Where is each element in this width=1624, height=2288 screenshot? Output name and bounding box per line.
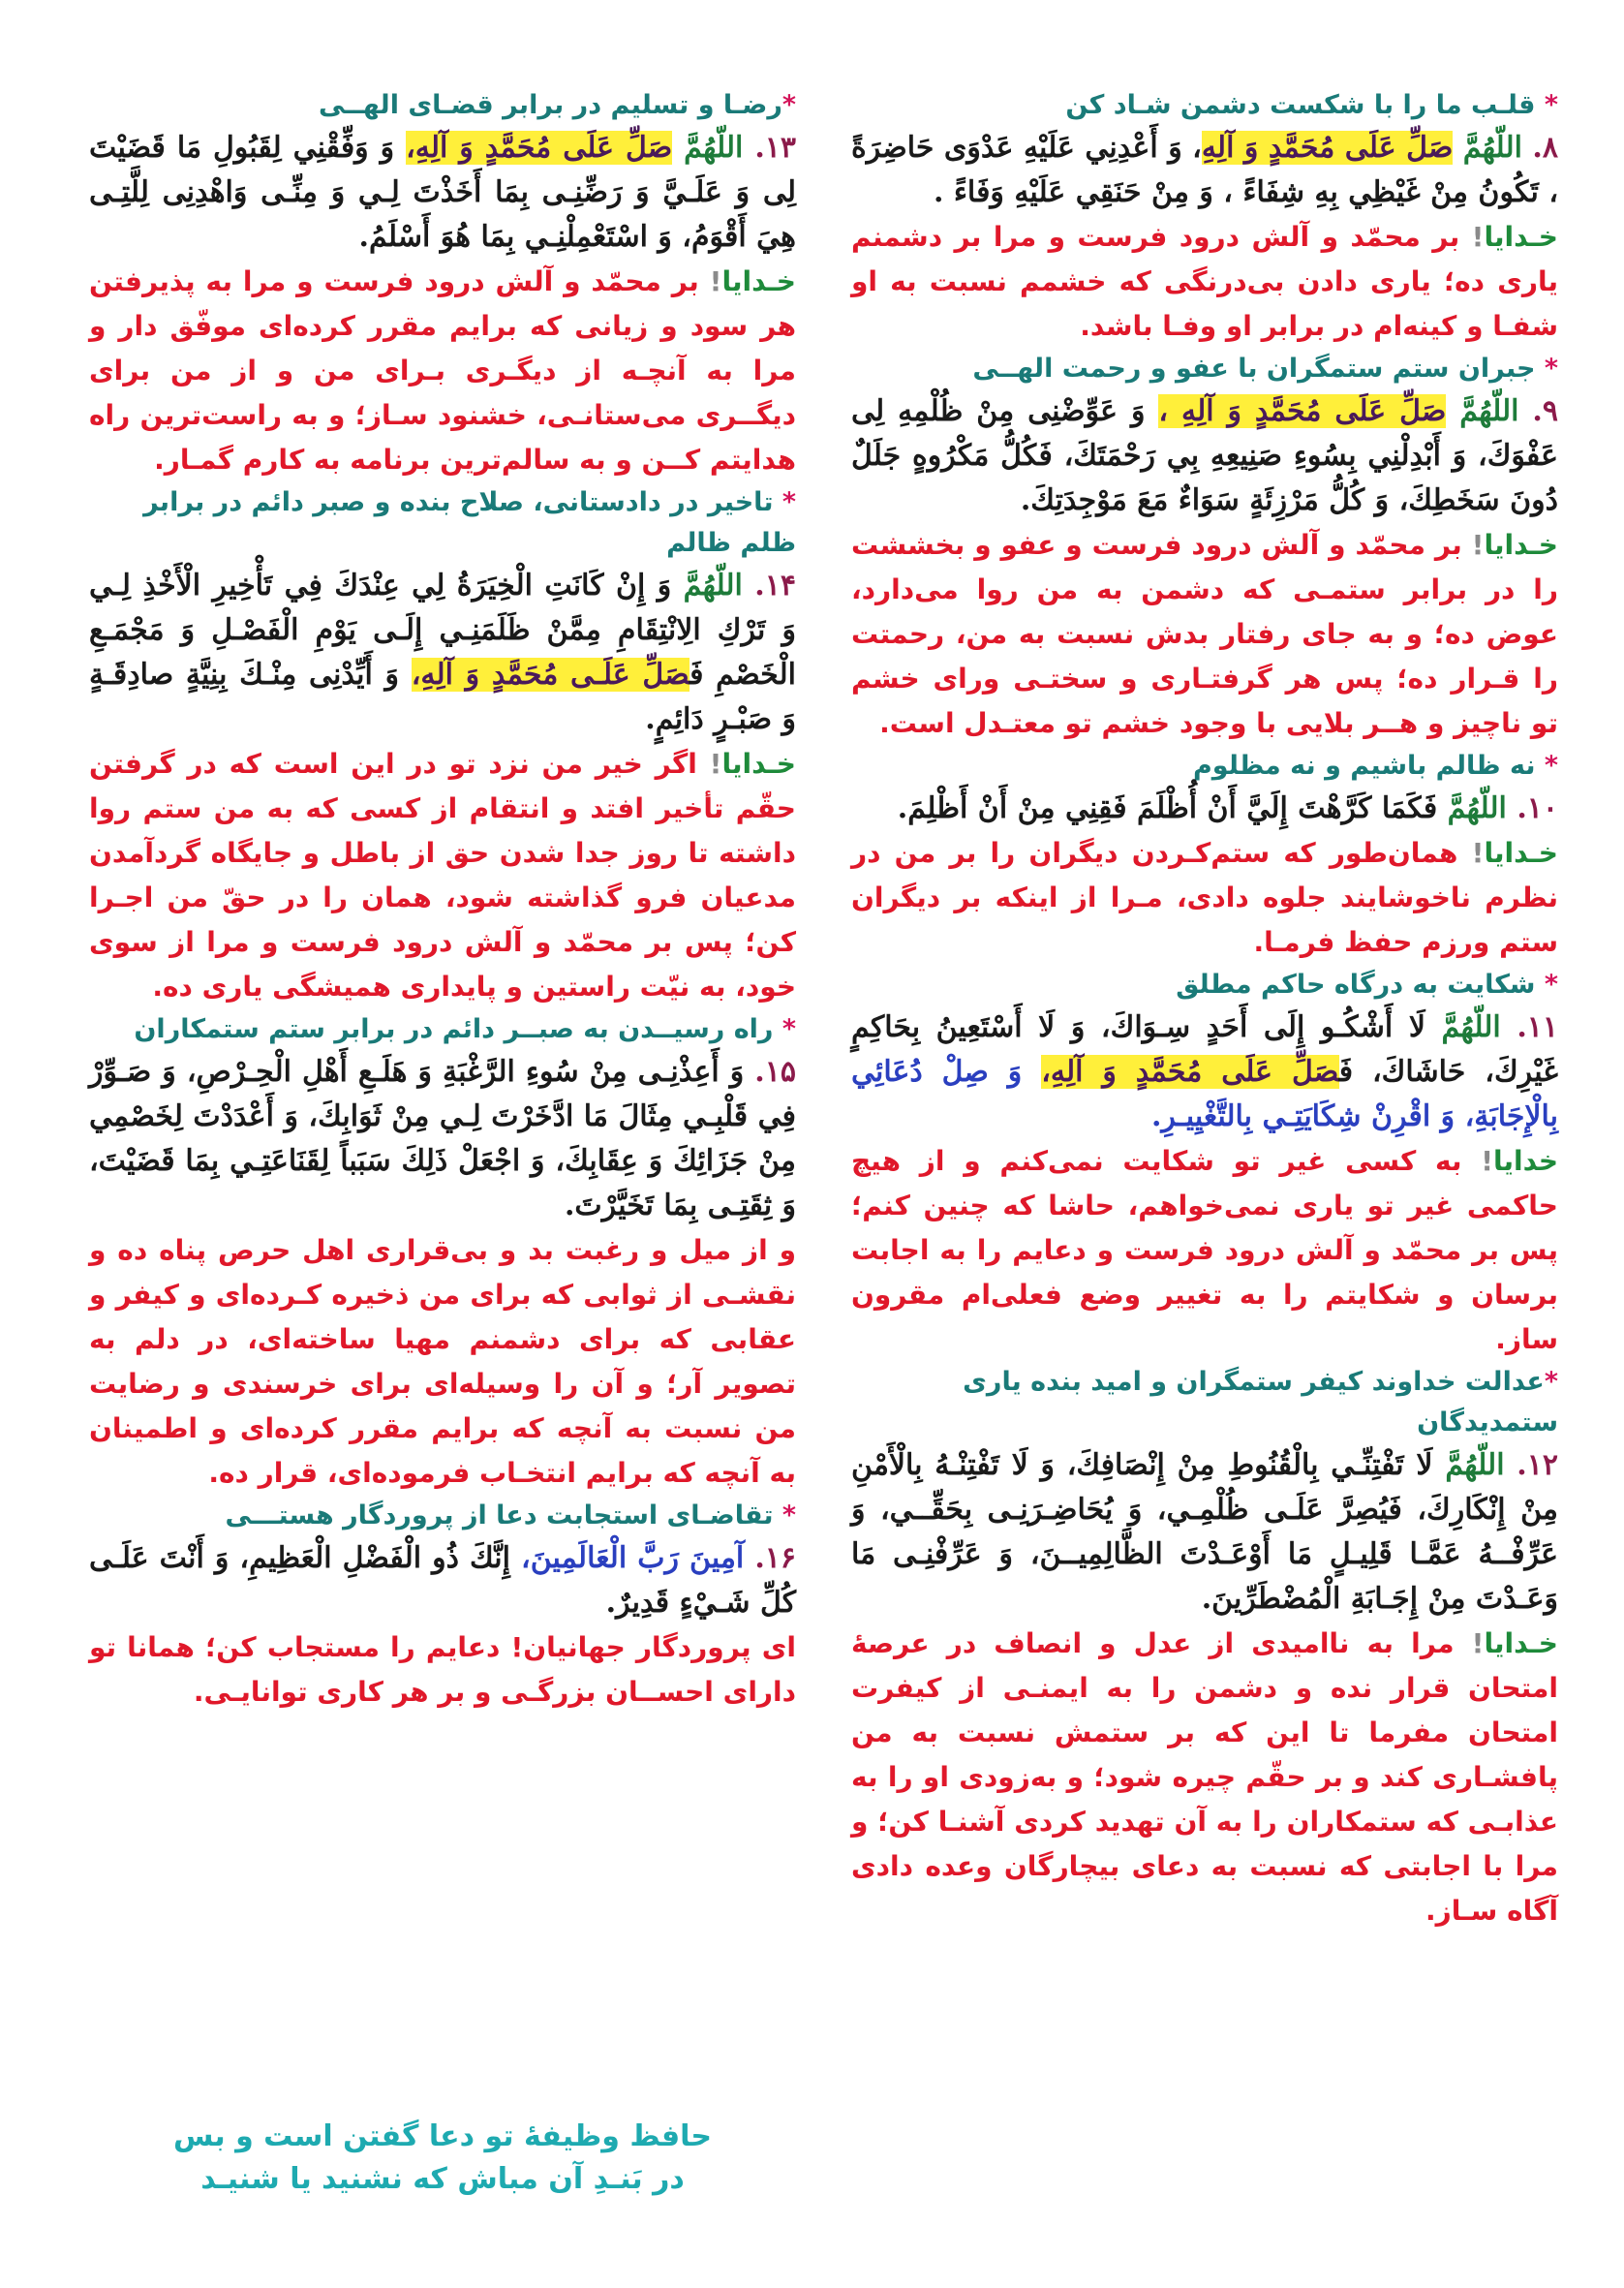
- closing-poem: [89, 2116, 796, 2201]
- arabic-text: ۹. اللّهُمَّ صَلِّ عَلَى مُحَمَّدٍ وَ آلِهِ ، وَ عَوِّضْنِی مِنْ ظُلْمِهِ لِی عَفْوَكَ، وَ أَبْدِلْنِي بِسُوءِ صَنِيعِهِ بِي رَحْمَتَكَ، فَكُلُّ مَكْرُوهٍ جَلَلٌ دُونَ سَخَطِكَ، وَ كُلُّ مَرْزِئَةٍ سَوَاءٌ مَعَ مَوْجِدَتِكَ.: [851, 394, 1558, 517]
- salawat-highlight: صَلِّ عَلَـى مُحَمَّدٍ وَ آلِهِ،: [411, 658, 690, 692]
- arabic-text: ۱۶. آمِينَ رَبَّ الْعَالَمِينَ، إِنَّكَ ذُو الْفَضْلِ الْعَظِيمِ، وَ أَنْتَ عَلَـى كُلِّ شَـيْءٍ قَدِيرٌ.: [89, 1541, 797, 1620]
- salawat-highlight: صَلِّ عَلَى مُحَمَّدٍ وَ آلِهِ،: [406, 131, 673, 165]
- poem-line: در بَنـدِ آن مباش که نشنید یا شنیـد: [200, 2162, 685, 2196]
- arabic-text: ۱۱. اللّهُمَّ لَا أَشْكُـو إِلَى أَحَدٍ سِـوَاكَ، وَ لَا أَسْتَعِينُ بِحَاكِمٍ غَيْرِكَ، حَاشَاكَ، فَصَلِّ عَلَى مُحَمَّدٍ وَ آلِهِ، وَ صِلْ دُعَائِي بِالْإِجَابَةِ، وَ اقْرِنْ شِكَايَتِـي بِالتَّغْيِيـرِ.: [851, 1010, 1559, 1133]
- section-heading: *عدالت خداوند کیفر ستمگران و امید بنده یاری ستمدیدگان: [963, 1367, 1558, 1438]
- salawat-highlight: صَلِّ عَلَى مُحَمَّدٍ وَ آلِهِ: [1201, 131, 1454, 165]
- right-column: [851, 85, 1558, 1933]
- persian-translation: خـدایا! همان‌طور که ستم‌کـردن دیگران را بر من در نظرم ناخوشایند جلوه دادی، مـرا از اینکه بر دیگران ستم ورزم حفظ فرمـا.: [851, 837, 1558, 958]
- section-heading: * شکایت به درگاه حاکم مطلق: [1176, 970, 1558, 1000]
- arabic-text: ۱۵. وَ أَعِذْنِـی مِنْ سُوءِ الرَّغْبَةِ وَ هَلَـعِ أَهْلِ الْحِـرْصِ، وَ صَـوِّرْ فِي قَلْبِـي مِثَالَ مَا ادَّخَرْتَ لِـي مِنْ ثَوَابِكَ، وَ أَعْدَدْتَ لِخَصْمِي مِنْ جَزَائِكَ وَ عِقَابِكَ، وَ اجْعَلْ ذَلِكَ سَبَباً لِقَنَاعَتِـي بِمَا قَضَيْتَ، وَ ثِقَتِـی بِمَا تَخَيَّرْتَ.: [89, 1055, 796, 1222]
- section-heading: * تاخیر در دادستانی، صلاح بنده و صبر دائم در برابر ظلم ظالم: [143, 487, 796, 558]
- section-heading: * تقاضـای استجابت دعا از پروردگار هستـــی: [225, 1500, 796, 1530]
- salawat-highlight: صَلِّ عَلَى مُحَمَّدٍ وَ آلِهِ ،: [1158, 394, 1447, 428]
- section-heading: * قلـب ما را با شکست دشمن شـاد کن: [1065, 90, 1558, 120]
- persian-translation: خـدایا! اگر خیر من نزد تو در این است که در گرفتن حقّم تأخیر افتد و انتقام از کسی که به من ستم روا داشته تا روز جدا شدن حق از باطل و جایگاه گردآمدن مدعیان فرو گذاشته شود، همان را در حقّ من اجـرا کن؛ پس بر محمّد و آلش درود فرست و مرا از سوی خود، به نیّت راستین و پایداری همیشگی یاری ده.: [89, 748, 796, 1003]
- persian-translation: خدایا! به کسی غیر تو شکایت نمی‌کنم و از هیچ حاکمی غیر تو یاری نمی‌خواهم، حاشا که چنین کنم؛ پس بر محمّد و آلش درود فرست و دعایم را به اجابت برسان و شکایتم را به تغییر وضع فعلی‌ام مقرون ساز.: [851, 1145, 1558, 1355]
- salawat-highlight: صَلِّ عَلَى مُحَمَّدٍ وَ آلِهِ،: [1041, 1055, 1339, 1089]
- arabic-text: ۱۳. اللّهُمَّ صَلِّ عَلَى مُحَمَّدٍ وَ آلِهِ، وَ وَفِّقْنِي لِقَبُولِ مَا قَضَيْتَ لِی وَ عَلَـيَّ وَ رَضِّنِـی بِمَا أَخَذْتَ لِـي وَ مِنِّـی وَاهْدِنِی لِلَّتِـی هِيَ أَقْوَمُ، وَ اسْتَعْمِلْنِـي بِمَا هُوَ أَسْلَمُ.: [89, 131, 797, 254]
- persian-translation: خـدایا! بر محمّد و آلش درود فرست و مرا به پذیرفتن هر سود و زیانی که برایم مقرر کرده‌ای موفّق دار و مرا به آنچـه از دیگـری بـرای من و از من برای دیگــری می‌ستانـی، خشنود سـاز؛ و به راست‌ترین راه هدایتم کــن و به سالم‌ترین برنامه به کارم گمـار.: [89, 265, 796, 476]
- persian-translation: خـدایا! بر محمّد و آلش درود فرست و مرا بر دشمنم یاری ده؛ یاری دادن بی‌درنگی که خشمم نسبت به او شفـا و کینه‌ام در برابر او وفـا باشد.: [851, 221, 1558, 342]
- persian-translation: خـدایا! بر محمّد و آلش درود فرست و عفو و بخششت را در برابر ستمـی که دشمن به من روا می‌دارد، عوض ده؛ و به جای رفتار بدش نسبت به من، رحمتت را قـرار ده؛ پس هر گرفتـاری و سختـی ورای خشم تو ناچیز و هــر بلایی با وجود خشم تو معتـدل است.: [851, 529, 1558, 739]
- arabic-text: ۸. اللّهُمَّ صَلِّ عَلَى مُحَمَّدٍ وَ آلِهِ، وَ أَعْدِنِي عَلَيْهِ عَدْوَى حَاضِرَةً ، تَكُونُ مِنْ غَيْظِي بِهِ شِفَاءً ، وَ مِنْ حَنَقِي عَلَيْهِ وَفَاءً .: [851, 131, 1558, 209]
- left-column: [89, 85, 796, 1715]
- persian-translation: و از میل و رغبت بد و بی‌قراری اهل حرص پناه ده و نقشـی از ثوابی که برای من ذخیره کـرده‌ای و کیفر و عقابی که برای دشمنم مهیا ساخته‌ای، در دلم به تصویر آر؛ و آن را وسیله‌ای برای خرسندی و رضایت من نسبت به آنچه که برایم مقرر کرده‌ای و اطمینان به آنچه که برایم انتخـاب فرموده‌ای، قرار ده.: [89, 1234, 796, 1489]
- section-heading: * نه ظالم باشیم و نه مظلوم: [1193, 751, 1558, 781]
- section-heading: * راه رسیــدن به صبــر دائم در برابر ستم ستمکاران: [134, 1014, 796, 1044]
- section-heading: * جبران ستم ستمگران با عفو و رحمت الهــی: [972, 354, 1558, 384]
- arabic-text: ۱۰. اللّهُمَّ فَكَمَا كَرَّهْتَ إِلَيَّ أَنْ أُظْلَمَ فَقِنِي مِنْ أَنْ أَظْلِمَ.: [897, 791, 1558, 825]
- arabic-text: ۱۴. اللّهُمَّ وَ إِنْ كَانَتِ الْخِيَرَةُ لِي عِنْدَكَ فِي تَأْخِيرِ الْأَخْذِ لِـي وَ تَرْكِ الِانْتِقَامِ مِمَّنْ ظَلَمَنِـي إِلَـى يَوْمِ الْفَصْـلِ وَ مَجْمَـعِ الْخَصْمِ فَصَلِّ عَلَـى مُحَمَّدٍ وَ آلِهِ، وَ أَيِّدْنِی مِنْـكَ بِنِيَّةٍ صادِقَـةٍ وَ صَبْـرٍ دَائِمٍ.: [89, 569, 796, 736]
- arabic-text: ۱۲. اللّهُمَّ لَا تَفْتِنِّـي بِالْقُنُوطِ مِنْ إِنْصَافِكَ، وَ لَا تَفْتِنْـهُ بِالْأَمْنِ مِنْ إِنْكَارِكَ، فَيُصِرَّ عَلَـى ظُلْمِـي، وَ يُحَاضِـرَنِـی بِحَقِّــي، وَ عَرِّفْــهُ عَمَّـا قَلِيـلٍ مَا أَوْعَـدْتَ الظَّالِمِيــنَ، وَ عَرِّفْنِـی مَا وَعَـدْتَ مِنْ إِجَـابَةِ الْمُضْطَرِّينَ.: [851, 1448, 1558, 1616]
- persian-translation: ای پروردگار جهانیان! دعایم را مستجاب کن؛ همانا تو دارای احســان بزرگـی و بر هر کاری توانایـی.: [89, 1631, 796, 1708]
- section-heading: *رضـا و تسلیم در برابر قضـای الهــی: [318, 90, 796, 120]
- poem-line: حافظ وظیفهٔ تو دعا گفتن است و بس: [172, 2119, 713, 2153]
- persian-translation: خـدایا! مرا به ناامیدی از عدل و انصاف در عرصهٔ امتحان قرار نده و دشمن را به ایمنـی از کیفرت امتحان مفرما تا این که بر ستمش نسبت به من پافشـاری کند و بر حقّم چیره شود؛ و به‌زودی او را به عذابـی که ستمکاران را به آن تهدید کردی آشنـا کن؛ و مرا با اجابتی که نسبت به دعای بیچارگان وعده دادی آگاه سـاز.: [851, 1627, 1558, 1927]
